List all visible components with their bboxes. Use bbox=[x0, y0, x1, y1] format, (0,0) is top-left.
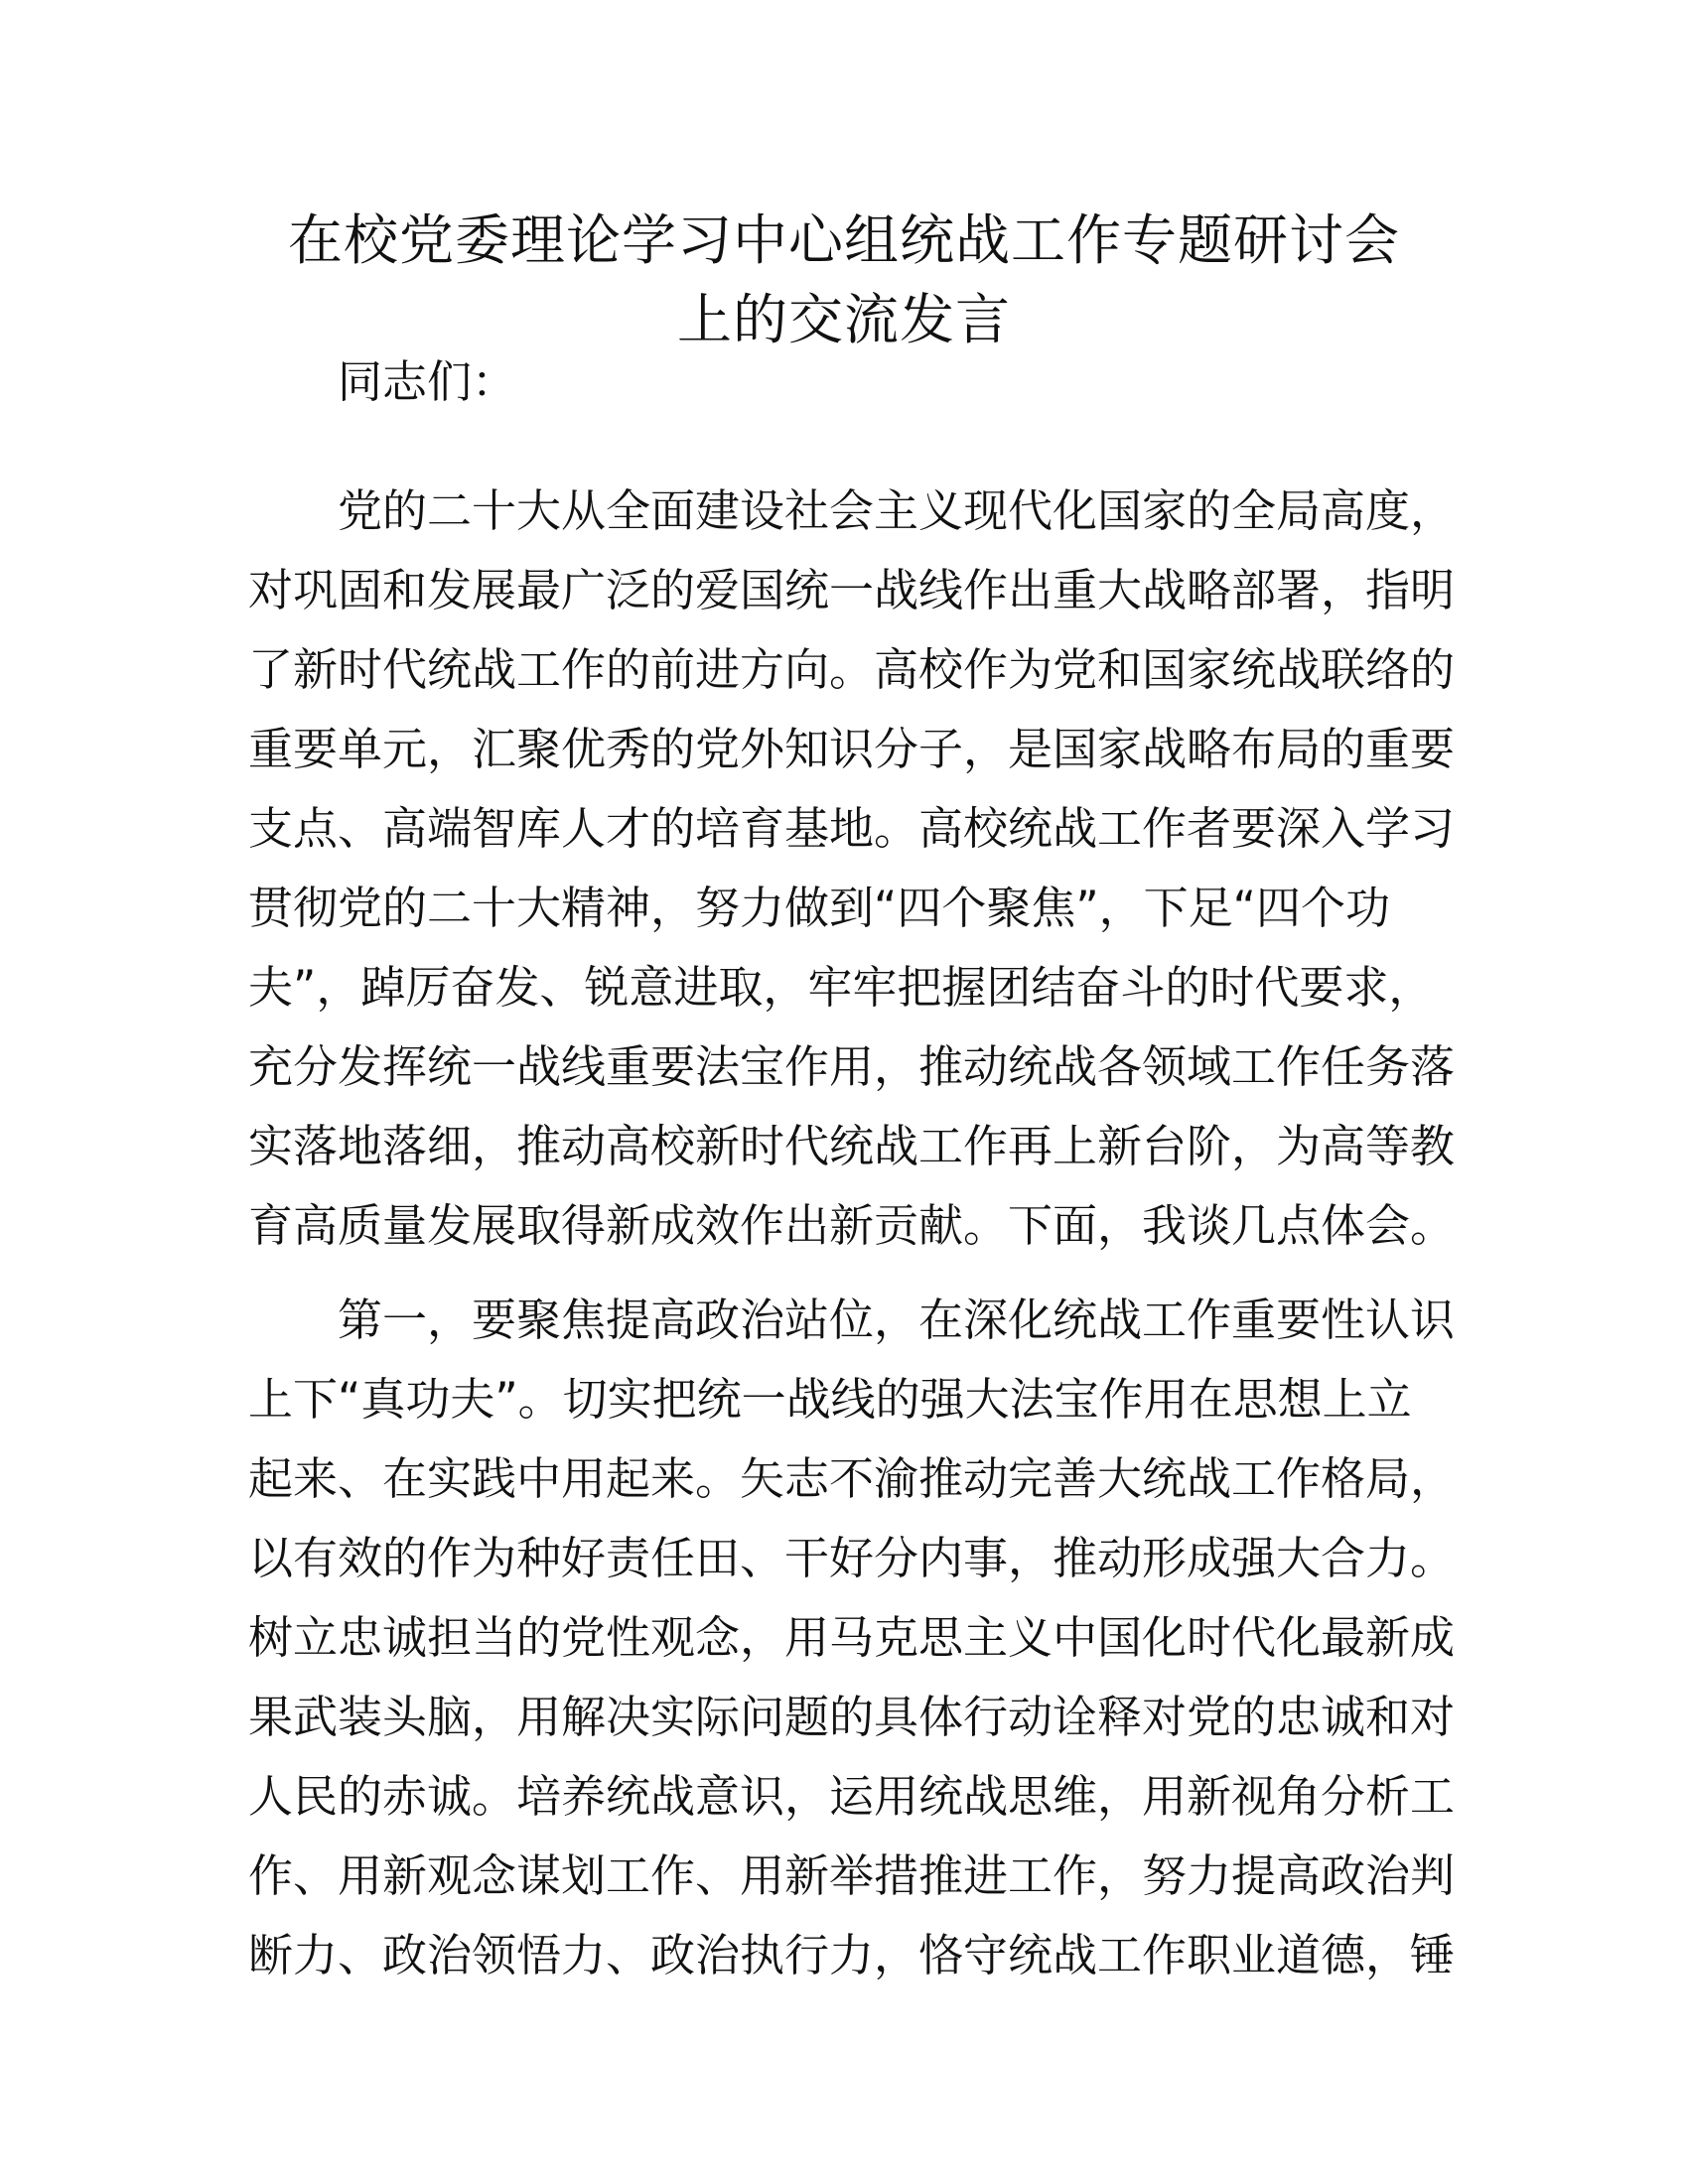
paragraph-1-line-7: 夫”，踔厉奋发、锐意进取，牢牢把握团结奋斗的时代要求， bbox=[248, 961, 1434, 1014]
paragraph-1-line-8: 充分发挥统一战线重要法宝作用，推动统战各领域工作任务落 bbox=[248, 1040, 1456, 1093]
paragraph-1-line-4: 重要单元，汇聚优秀的党外知识分子，是国家战略布局的重要 bbox=[248, 723, 1456, 775]
paragraph-2-line-4: 以有效的作为种好责任田、干好分内事，推动形成强大合力。 bbox=[248, 1532, 1456, 1584]
paragraph-2-line-5: 树立忠诚担当的党性观念，用马克思主义中国化时代化最新成 bbox=[248, 1611, 1456, 1664]
paragraph-1-line-10: 育高质量发展取得新成效作出新贡献。下面，我谈几点体会。 bbox=[248, 1199, 1456, 1252]
paragraph-1-line-3: 了新时代统战工作的前进方向。高校作为党和国家统战联络的 bbox=[248, 643, 1456, 696]
paragraph-1-line-1: 党的二十大从全面建设社会主义现代化国家的全局高度， bbox=[338, 484, 1456, 537]
paragraph-2-line-8: 作、用新观念谋划工作、用新举措推进工作，努力提高政治判 bbox=[248, 1849, 1456, 1902]
paragraph-2-line-1: 第一，要聚焦提高政治站位，在深化统战工作重要性认识 bbox=[338, 1294, 1456, 1346]
paragraph-2-line-7: 人民的赤诚。培养统战意识，运用统战思维，用新视角分析工 bbox=[248, 1770, 1456, 1823]
paragraph-2-line-9: 断力、政治领悟力、政治执行力，恪守统战工作职业道德，锤 bbox=[248, 1929, 1456, 1981]
paragraph-1-line-9: 实落地落细，推动高校新时代统战工作再上新台阶，为高等教 bbox=[248, 1120, 1456, 1172]
salutation: 同志们： bbox=[338, 355, 517, 408]
document-title-line-1: 在校党委理论学习中心组统战工作专题研讨会 bbox=[287, 208, 1400, 272]
paragraph-2-line-6: 果武装头脑，用解决实际问题的具体行动诠释对党的忠诚和对 bbox=[248, 1691, 1456, 1743]
paragraph-1-line-5: 支点、高端智库人才的培育基地。高校统战工作者要深入学习 bbox=[248, 802, 1456, 855]
document-title-line-2: 上的交流发言 bbox=[676, 288, 1011, 351]
paragraph-2-line-2: 上下“真功夫”。切实把统一战线的强大法宝作用在思想上立 bbox=[248, 1373, 1412, 1426]
paragraph-1-line-6: 贯彻党的二十大精神，努力做到“四个聚焦”，下足“四个功 bbox=[248, 882, 1390, 934]
paragraph-1-line-2: 对巩固和发展最广泛的爱国统一战线作出重大战略部署，指明 bbox=[248, 564, 1456, 616]
paragraph-2-line-3: 起来、在实践中用起来。矢志不渝推动完善大统战工作格局， bbox=[248, 1452, 1456, 1505]
